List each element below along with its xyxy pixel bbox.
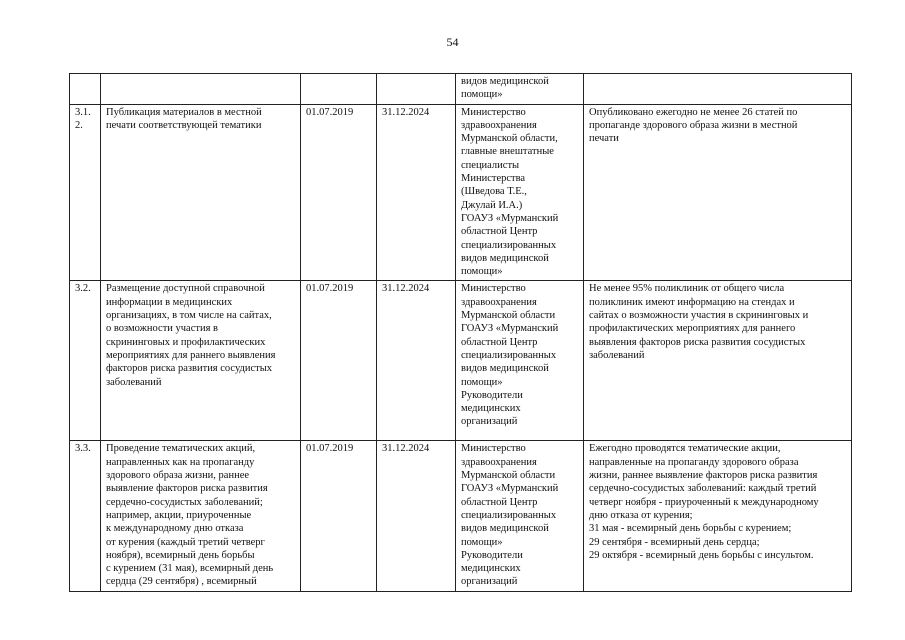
start-date-cell: 01.07.2019 (301, 104, 377, 281)
measures-table (69, 73, 852, 592)
start-date-cell: 01.07.2019 (301, 281, 377, 441)
row-number-cell (70, 74, 101, 105)
executor-cell: Министерство здравоохранения Мурманской области ГОАУЗ «Мурманский областной Центр специализированных видов медицинской помощи» Руководители медицинских организаций (456, 281, 584, 441)
table-row (70, 441, 852, 591)
start-date-cell: 01.07.2019 (301, 441, 377, 591)
measure-title-cell (101, 74, 301, 105)
result-cell: Ежегодно проводятся тематические акции, направленные на пропаганду здорового образа жизни, раннее выявление факторов риска развития сердечно-сосудистых заболеваний: каждый третий четверг ноября - приуроченный к международному дню отказа от курения; 31 мая - всемирный день борьбы с курением; 29 сентября - всемирный день сердца; 29 октября - всемирный день борьбы с инсультом. (584, 441, 852, 591)
executor-cell: Министерство здравоохранения Мурманской области ГОАУЗ «Мурманский областной Центр специализированных видов медицинской помощи» Руководители медицинских организаций (456, 441, 584, 591)
result-cell: Не менее 95% поликлиник от общего числа поликлиник имеют информацию на стендах и сайтах о возможности участия в скрининговых и профилактических мероприятиях для раннего выявления факторов риска развития сосудистых заболеваний (584, 281, 852, 441)
result-cell (584, 74, 852, 105)
end-date-cell (377, 74, 456, 105)
start-date-cell (301, 74, 377, 105)
page-number: 54 (446, 35, 459, 49)
table-row (70, 104, 852, 281)
end-date-cell: 31.12.2024 (377, 104, 456, 281)
measure-title-cell: Публикация материалов в местной печати соответствующей тематики (101, 104, 301, 281)
measure-title-cell: Размещение доступной справочной информации в медицинских организациях, в том числе на сайтах, о возможности участия в скрининговых и профилактических мероприятиях для раннего выявления факторов риска развития сосудистых заболеваний (101, 281, 301, 441)
row-number-cell: 3.1. 2. (70, 104, 101, 281)
row-number-cell: 3.2. (70, 281, 101, 441)
measure-title-cell: Проведение тематических акций, направленных как на пропаганду здорового образа жизни, раннее выявление факторов риска развития сердечно-сосудистых заболеваний; например, акции, приуроченные к международному дню отказа от курения (каждый третий четверг ноября), всемирный день борьбы с курением (31 мая), всемирный день сердца (29 сентября) , всемирный (101, 441, 301, 591)
result-cell: Опубликовано ежегодно не менее 26 статей по пропаганде здорового образа жизни в местной печати (584, 104, 852, 281)
row-number-cell: 3.3. (70, 441, 101, 591)
end-date-cell: 31.12.2024 (377, 441, 456, 591)
table-row (70, 74, 852, 105)
executor-cell: видов медицинской помощи» (456, 74, 584, 105)
end-date-cell: 31.12.2024 (377, 281, 456, 441)
table-row (70, 281, 852, 441)
executor-cell: Министерство здравоохранения Мурманской области, главные внештатные специалисты Министерства (Шведова Т.Е., Джулай И.А.) ГОАУЗ «Мурманский областной Центр специализированных видов медицинской помощи» (456, 104, 584, 281)
